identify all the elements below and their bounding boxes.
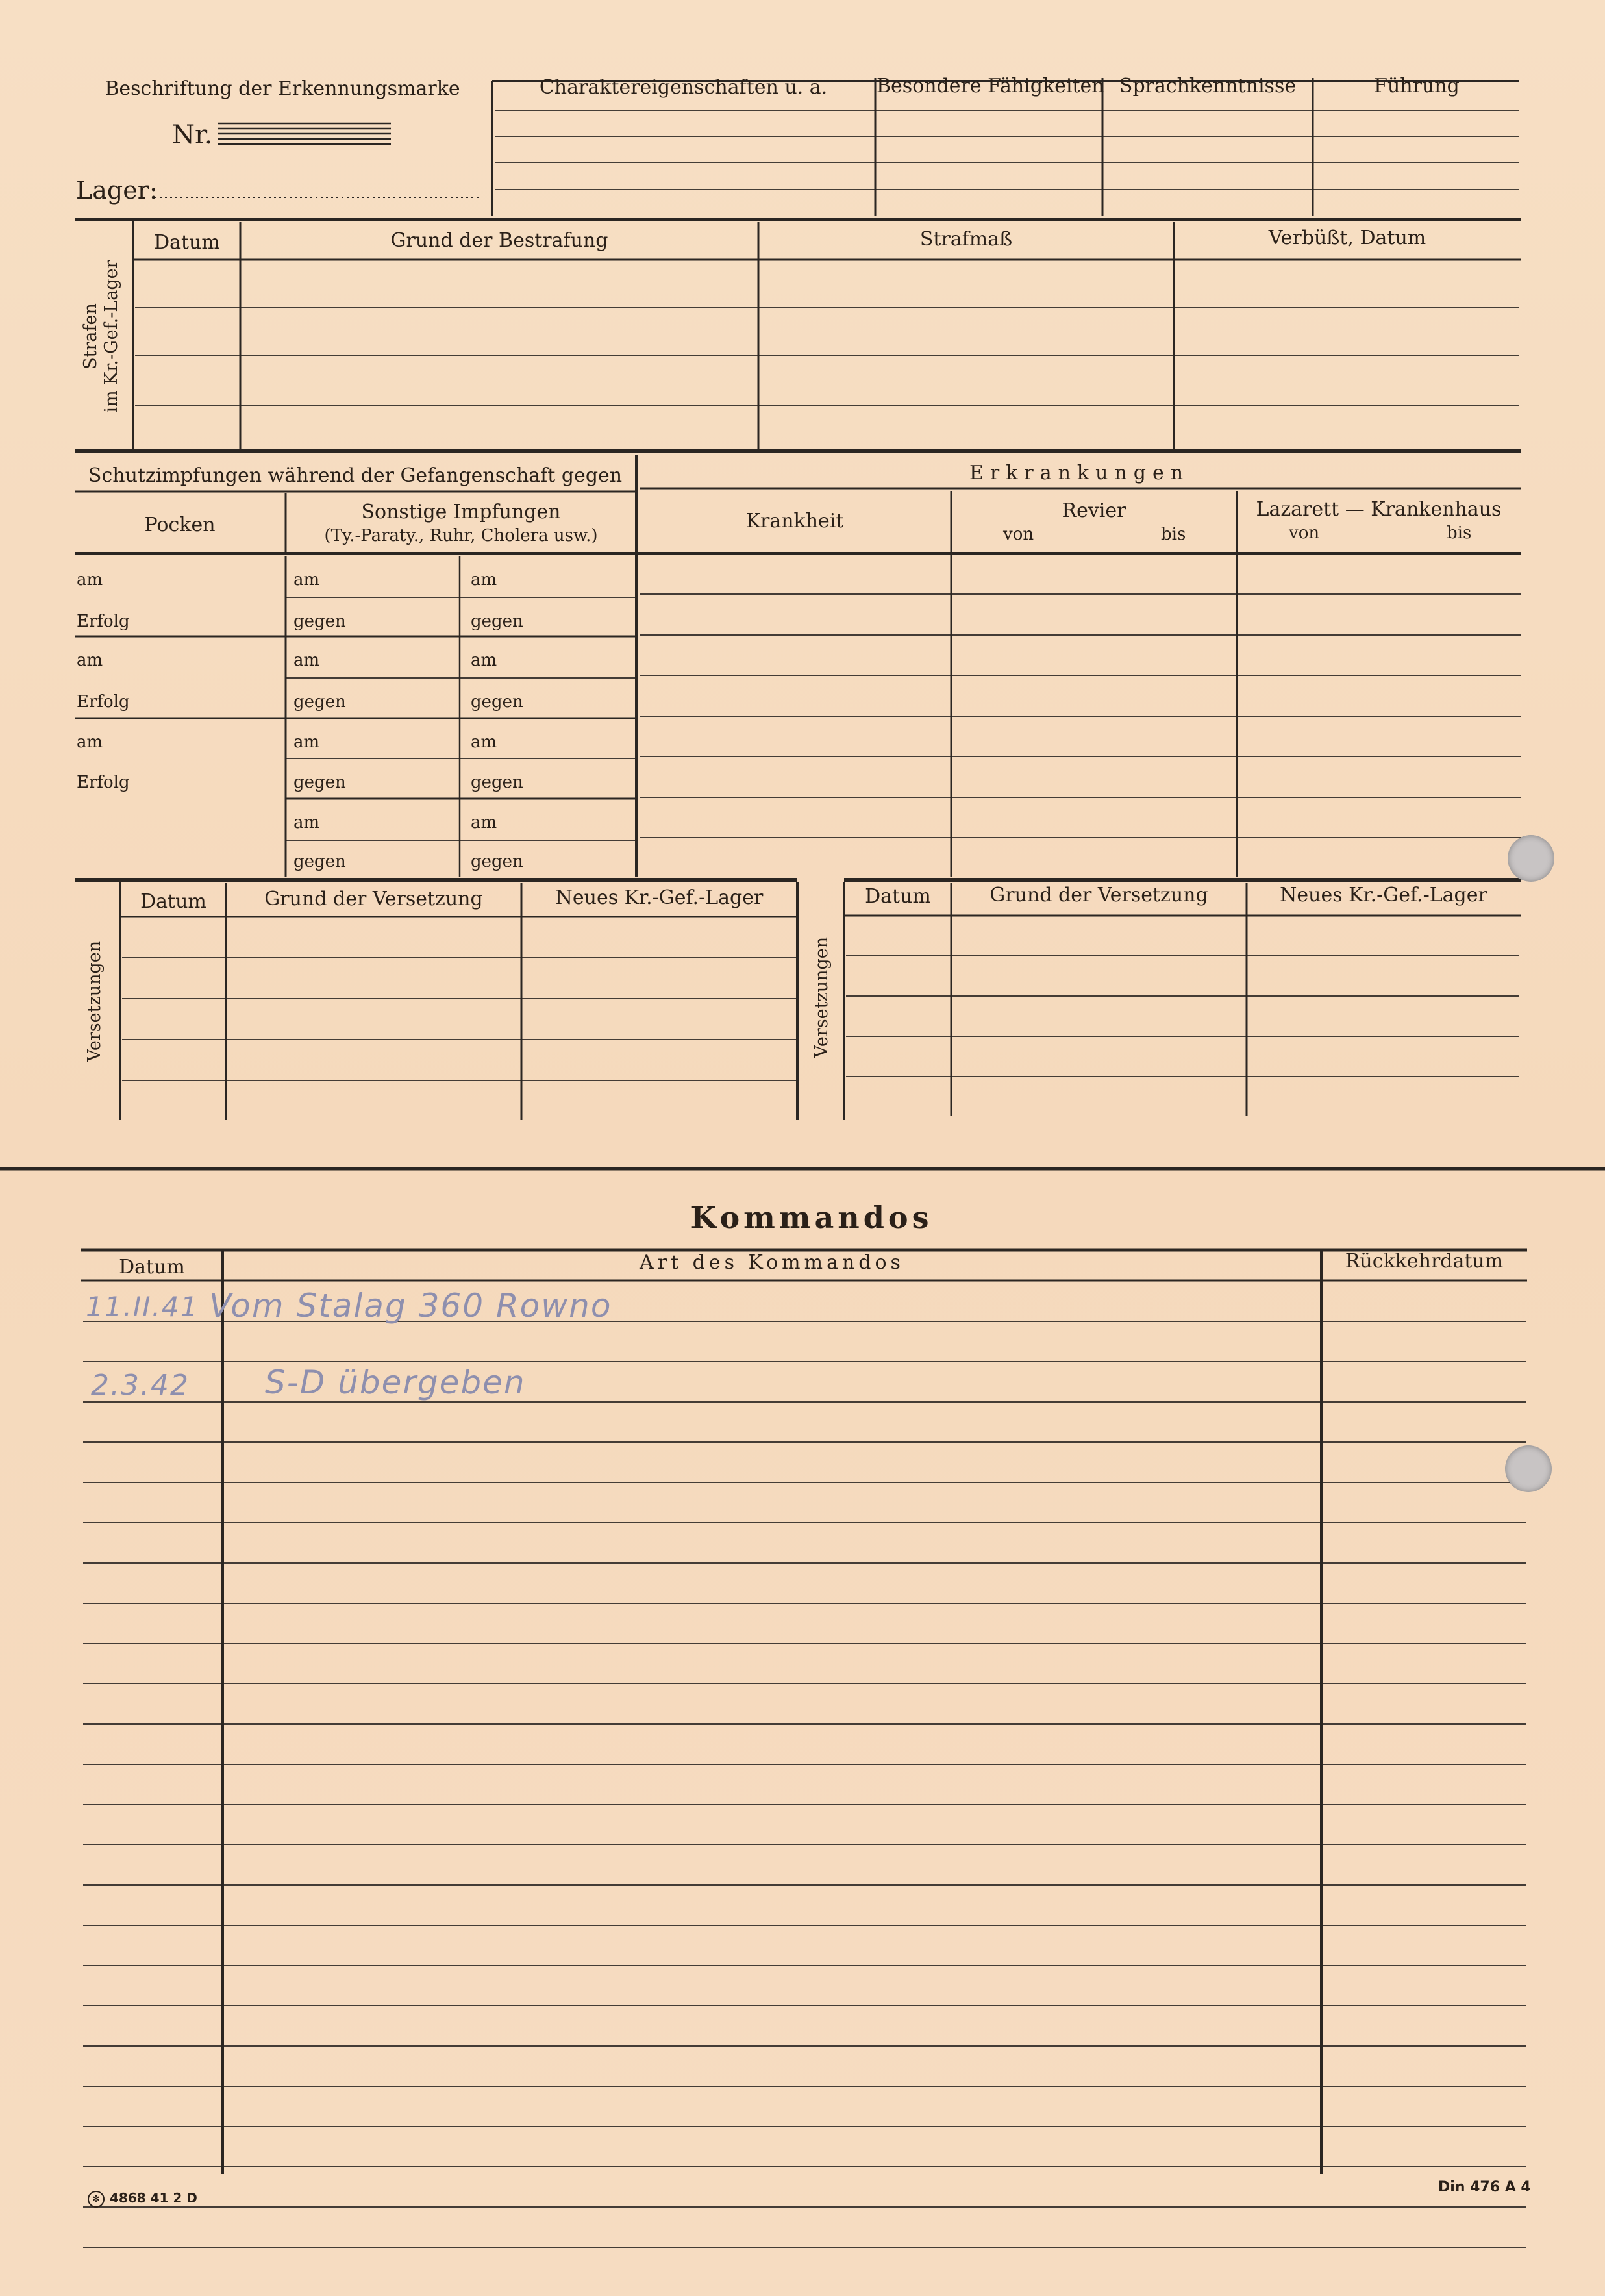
sonstige-gegen-2b: gegen [471, 692, 523, 712]
lazarett-header: Lazarett — Krankenhaus [1256, 498, 1502, 521]
strafmass-header: Strafmaß [919, 228, 1013, 251]
sonstige-am-2b: am [471, 651, 497, 670]
sonstige-impfungen-header: Sonstige Impfungen [361, 501, 561, 523]
sonstige-gegen-2a: gegen [293, 692, 346, 712]
krankheit-header: Krankheit [745, 510, 844, 532]
sonstige-am-3b: am [471, 732, 497, 752]
versetzungen-side-label-left: Versetzungen [84, 940, 105, 1062]
pocken-am-3: am [77, 732, 103, 752]
nr-label: Nr. [172, 120, 213, 150]
revier-header: Revier [1062, 499, 1126, 522]
impfungen-title: Schutzimpfungen während der Gefangenschaft gegen [88, 464, 623, 487]
pocken-erfolg-2: Erfolg [77, 692, 130, 712]
pocken-am-2: am [77, 651, 103, 670]
kommando-entry-2-art: S-D übergeben [265, 1364, 526, 1401]
charakter-label: Charaktereigenschaften u. a. [539, 76, 828, 99]
versetzung-datum-header-right: Datum [865, 885, 931, 908]
sprachkenntnisse-label: Sprachkenntnisse [1119, 75, 1297, 97]
erkennungsmarke-label: Beschriftung der Erkennungsmarke [105, 77, 460, 100]
versetzung-lager-header-right: Neues Kr.-Gef.-Lager [1280, 884, 1487, 906]
sonstige-gegen-3a: gegen [293, 773, 346, 792]
erkrankungen-title: Erkrankungen [969, 462, 1190, 484]
faehigkeiten-label: Besondere Fähigkeiten [877, 75, 1104, 97]
sonstige-gegen-1b: gegen [471, 612, 523, 631]
versetzung-grund-header-right: Grund der Versetzung [989, 884, 1208, 906]
revier-bis: bis [1161, 525, 1186, 544]
versetzungen-side-label-right: Versetzungen [812, 936, 832, 1058]
sonstige-impfungen-subheader: (Ty.-Paraty., Ruhr, Cholera usw.) [324, 526, 598, 545]
sonstige-am-4b: am [471, 813, 497, 832]
kommando-datum-header: Datum [119, 1256, 185, 1279]
sonstige-gegen-3b: gegen [471, 773, 523, 792]
pocken-am-1: am [77, 570, 103, 590]
lazarett-von: von [1289, 523, 1320, 543]
kommando-entry-1-art: Vom Stalag 360 Rowno [209, 1287, 612, 1325]
sonstige-am-1a: am [293, 570, 320, 590]
strafen-datum-header: Datum [154, 231, 220, 254]
kommando-art-header: Art des Kommandos [640, 1251, 904, 1274]
strafen-side-label: Strafen im Kr.-Gef.-Lager [81, 260, 121, 413]
print-code: ✻ 4868 41 2 D [88, 2187, 197, 2209]
versetzung-lager-header-left: Neues Kr.-Gef.-Lager [555, 886, 764, 909]
fuehrung-label: Führung [1374, 75, 1460, 97]
verbuesst-header: Verbüßt, Datum [1268, 227, 1426, 249]
versetzung-datum-header-left: Datum [140, 890, 206, 913]
punch-hole-lower [1505, 1445, 1552, 1492]
revier-von: von [1003, 525, 1034, 544]
rueckkehr-header: Rückkehrdatum [1345, 1250, 1504, 1273]
lazarett-bis: bis [1447, 523, 1472, 543]
sonstige-am-1b: am [471, 570, 497, 590]
kommandos-title: Kommandos [690, 1200, 933, 1235]
sonstige-gegen-4b: gegen [471, 852, 523, 871]
printer-mark-icon: ✻ [88, 2191, 105, 2208]
pocken-header: Pocken [144, 514, 216, 536]
kommando-entry-2-datum: 2.3.42 [91, 1369, 190, 1402]
punch-hole-upper [1508, 835, 1554, 882]
pocken-erfolg-1: Erfolg [77, 612, 130, 631]
din-label: Din 476 A 4 [1438, 2179, 1531, 2195]
sonstige-gegen-4a: gegen [293, 852, 346, 871]
sonstige-gegen-1a: gegen [293, 612, 346, 631]
versetzung-grund-header-left: Grund der Versetzung [264, 888, 483, 910]
sonstige-am-2a: am [293, 651, 320, 670]
sonstige-am-3a: am [293, 732, 320, 752]
sonstige-am-4a: am [293, 813, 320, 832]
strafen-grund-header: Grund der Bestrafung [390, 229, 608, 252]
kommando-entry-1-datum: 11.II.41 [86, 1291, 199, 1323]
lager-label: Lager: [76, 176, 158, 205]
pocken-erfolg-3: Erfolg [77, 773, 130, 792]
